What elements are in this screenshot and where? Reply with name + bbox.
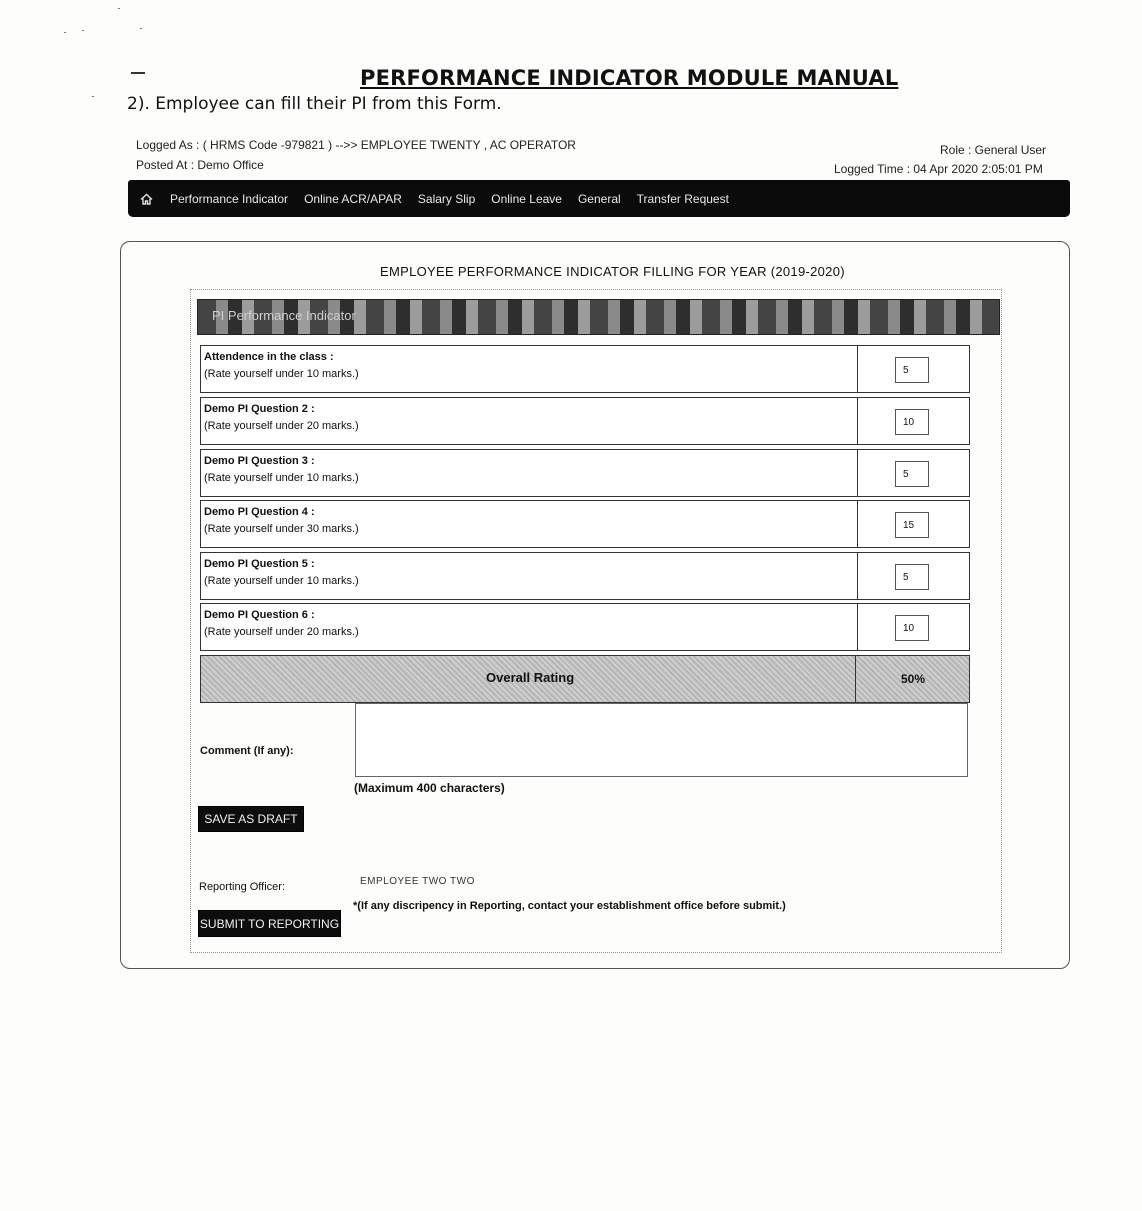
question-hint: (Rate yourself under 30 marks.) [204, 523, 359, 535]
submit-to-reporting-button[interactable]: SUBMIT TO REPORTING [198, 910, 341, 937]
overall-rating-label: Overall Rating [486, 670, 575, 685]
score-input[interactable]: 5 [895, 564, 929, 590]
score-input[interactable]: 10 [895, 615, 929, 641]
role-text: Role : General User [940, 143, 1047, 157]
question-cell [201, 553, 858, 599]
question-row [200, 552, 970, 600]
document-title: PERFORMANCE INDICATOR MODULE MANUAL [360, 66, 899, 90]
scan-dash-mark [131, 72, 145, 74]
scan-speck [92, 96, 94, 97]
question-label: Demo PI Question 6 : [204, 609, 315, 621]
form-title: EMPLOYEE PERFORMANCE INDICATOR FILLING FOR YEAR (2019-2020) [380, 264, 845, 279]
question-cell [201, 398, 858, 444]
scan-speck [118, 8, 120, 9]
nav-salary-slip[interactable]: Salary Slip [417, 191, 476, 206]
nav-transfer-request[interactable]: Transfer Request [636, 191, 729, 206]
question-row [200, 449, 970, 497]
reporting-officer-name: EMPLOYEE TWO TWO [360, 876, 475, 887]
question-cell [201, 604, 858, 650]
posted-at-text: Posted At : Demo Office [136, 158, 264, 172]
home-icon[interactable] [138, 193, 154, 205]
question-label: Attendence in the class : [204, 351, 334, 363]
logged-as-text: Logged As : ( HRMS Code -979821 ) -->> EMPLOYEE TWENTY , AC OPERATOR [136, 138, 576, 152]
question-row [200, 603, 970, 651]
reporting-note: *(If any discripency in Reporting, contact your establishment office before submit.) [353, 900, 786, 912]
score-input[interactable]: 5 [895, 357, 929, 383]
scan-speck [82, 30, 84, 31]
section-header-label: PI Performance Indicator [212, 308, 356, 323]
question-cell [201, 501, 858, 547]
question-label: Demo PI Question 4 : [204, 506, 315, 518]
question-row [200, 345, 970, 393]
scan-speck [64, 32, 66, 33]
nav-general[interactable]: General [577, 191, 621, 206]
main-navbar [128, 180, 1070, 217]
document-intro: 2). Employee can fill their PI from this Form. [127, 94, 502, 114]
max-chars-note: (Maximum 400 characters) [354, 781, 505, 795]
score-input[interactable]: 5 [895, 461, 929, 487]
question-row [200, 500, 970, 548]
overall-rating-cell [201, 656, 856, 702]
question-label: Demo PI Question 2 : [204, 403, 315, 415]
scan-speck [140, 28, 142, 29]
reporting-officer-label: Reporting Officer: [199, 881, 286, 893]
section-header-bar [197, 299, 1000, 335]
logged-time-text: Logged Time : 04 Apr 2020 2:05:01 PM [834, 162, 1043, 176]
save-as-draft-button[interactable]: SAVE AS DRAFT [198, 806, 304, 832]
overall-rating-value: 50% [901, 672, 926, 686]
question-hint: (Rate yourself under 20 marks.) [204, 420, 359, 432]
question-hint: (Rate yourself under 10 marks.) [204, 368, 359, 380]
score-input[interactable]: 15 [895, 512, 929, 538]
question-label: Demo PI Question 3 : [204, 455, 315, 467]
question-label: Demo PI Question 5 : [204, 558, 315, 570]
question-hint: (Rate yourself under 10 marks.) [204, 575, 359, 587]
nav-online-leave[interactable]: Online Leave [491, 191, 562, 206]
question-cell [201, 450, 858, 496]
score-input[interactable]: 10 [895, 409, 929, 435]
comment-label: Comment (If any): [200, 745, 294, 757]
question-row [200, 397, 970, 445]
nav-online-acr-apar[interactable]: Online ACR/APAR [304, 191, 402, 206]
comment-textarea[interactable] [355, 703, 968, 777]
question-cell [201, 346, 858, 392]
question-hint: (Rate yourself under 20 marks.) [204, 626, 359, 638]
nav-performance-indicator[interactable]: Performance Indicator [170, 191, 289, 206]
overall-rating-row [200, 655, 970, 703]
question-hint: (Rate yourself under 10 marks.) [204, 472, 359, 484]
